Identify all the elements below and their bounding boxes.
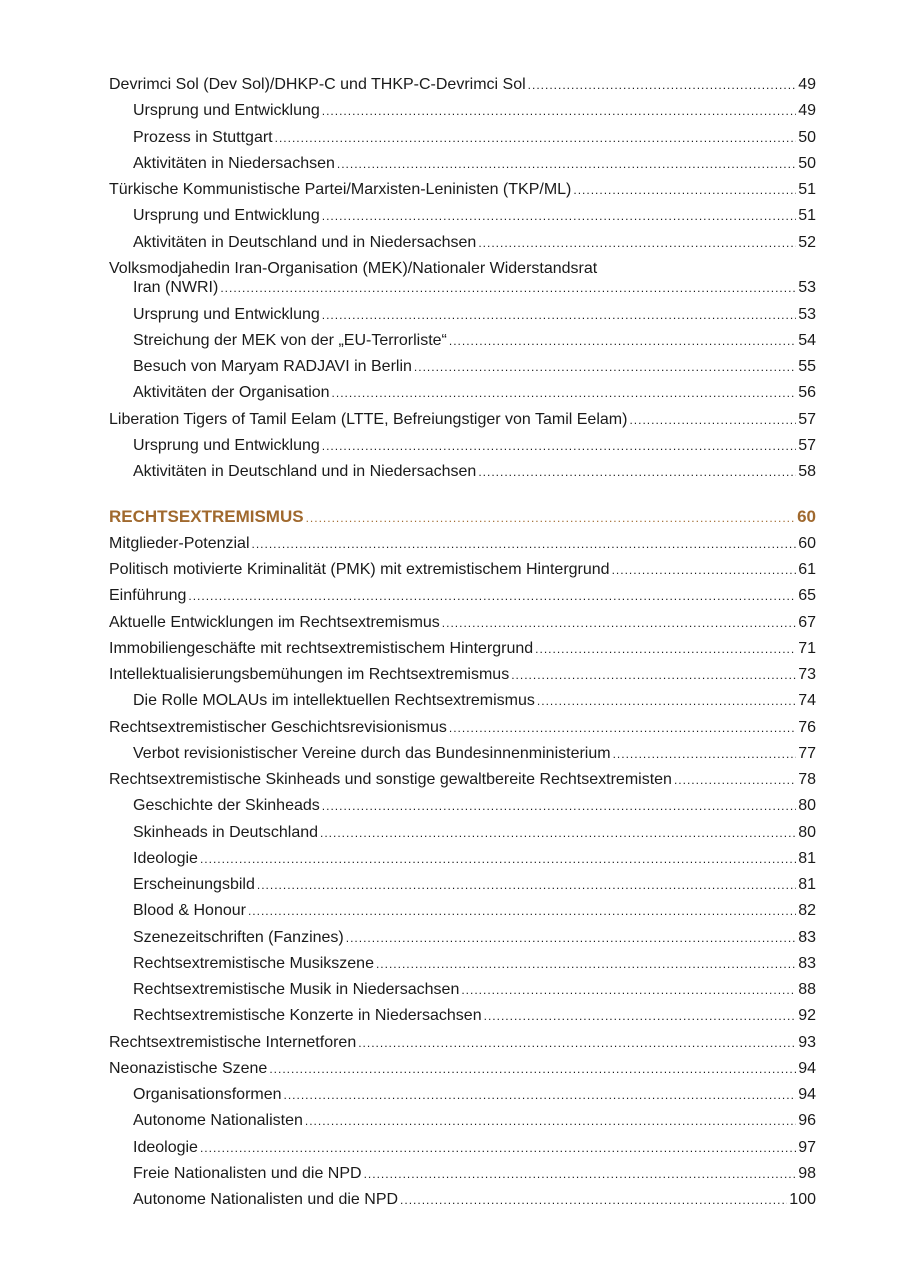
toc-page-number: 54 xyxy=(798,331,816,349)
toc-entry-title: Immobiliengeschäfte mit rechtsextremistischem Hintergrund xyxy=(109,639,534,657)
toc-entry-title: Aktivitäten in Niedersachsen xyxy=(133,154,335,172)
toc-entry-title: Blood & Honour xyxy=(133,902,246,920)
toc-entry[interactable] xyxy=(109,951,816,977)
dot-leader xyxy=(332,380,797,406)
dot-leader xyxy=(442,610,796,636)
dot-leader xyxy=(414,354,796,380)
toc-entry-title: Liberation Tigers of Tamil Eelam (LTTE, Befreiungstiger von Tamil Eelam) xyxy=(109,410,628,428)
toc-entry-title: Autonome Nationalisten und die NPD xyxy=(133,1191,399,1208)
toc-entry-title: Rechtsextremistischer Geschichtsrevisionismus xyxy=(109,718,447,736)
toc-entry[interactable] xyxy=(109,1056,816,1082)
toc-entry-title: Rechtsextremistische Skinheads und sonstige gewaltbereite Rechtsextremisten xyxy=(109,771,672,788)
toc-entry[interactable] xyxy=(109,977,816,1003)
toc-entry-title: Devrimci Sol (Dev Sol)/DHKP-C und THKP-C-Devrimci Sol xyxy=(109,76,526,93)
toc-entry-title: Verbot revisionistischer Vereine durch das Bundesinnenministerium xyxy=(133,744,611,762)
toc-entry[interactable] xyxy=(109,125,816,151)
dot-leader xyxy=(322,302,796,328)
toc-entry-title: Autonome Nationalisten xyxy=(133,1112,303,1130)
toc-entry[interactable] xyxy=(109,688,816,714)
dot-leader xyxy=(269,1056,796,1082)
toc-page-number: 97 xyxy=(798,1138,816,1156)
toc-page-number: 98 xyxy=(798,1164,816,1182)
toc-entry[interactable] xyxy=(109,1082,816,1108)
toc-entry[interactable] xyxy=(109,380,816,406)
dot-leader xyxy=(674,767,796,793)
toc-page-number: 61 xyxy=(798,561,816,578)
toc-entry[interactable] xyxy=(109,72,816,98)
toc-page-number: 51 xyxy=(798,181,816,198)
dot-leader xyxy=(535,636,796,662)
dot-leader xyxy=(188,583,796,609)
toc-entry-title: Die Rolle MOLAUs im intellektuellen Rechtsextremismus xyxy=(133,692,535,710)
toc-entry[interactable] xyxy=(109,275,816,301)
dot-leader xyxy=(306,505,796,531)
toc-entry[interactable] xyxy=(109,1030,816,1056)
toc-entry[interactable] xyxy=(109,151,816,177)
toc-page-number: 83 xyxy=(798,954,816,972)
dot-leader xyxy=(320,820,796,846)
toc-entry-title: Ursprung und Entwicklung xyxy=(133,436,320,454)
toc-entry-title-line: Volksmodjahedin Iran-Organisation (MEK)/Nationaler Widerstandsrat xyxy=(109,259,598,277)
toc-page-number: 50 xyxy=(798,154,816,172)
toc-entry[interactable] xyxy=(109,662,816,688)
toc-entry[interactable] xyxy=(109,1161,816,1187)
toc-section-heading[interactable] xyxy=(109,504,816,531)
dot-leader xyxy=(376,951,796,977)
toc-entry-title: Freie Nationalisten und die NPD xyxy=(133,1164,362,1182)
toc-page-number: 73 xyxy=(798,666,816,683)
dot-leader xyxy=(220,275,796,301)
dot-leader xyxy=(528,72,797,98)
toc-page-number: 71 xyxy=(798,639,816,657)
dot-leader xyxy=(613,741,797,767)
toc-entry[interactable] xyxy=(109,459,816,485)
toc-entry[interactable] xyxy=(109,583,816,609)
toc-page-number: 53 xyxy=(798,305,816,323)
toc-page-number: 57 xyxy=(798,436,816,454)
toc-entry[interactable] xyxy=(109,1003,816,1029)
toc-entry[interactable] xyxy=(109,98,816,124)
toc-entry-title: Erscheinungsbild xyxy=(133,876,255,893)
toc-entry-title: Rechtsextremistische Musik in Niedersachsen xyxy=(133,981,460,998)
toc-page-number: 81 xyxy=(798,849,816,867)
dot-leader xyxy=(257,872,796,898)
toc-entry-title: Ursprung und Entwicklung xyxy=(133,102,320,120)
toc-entry-title: Aktivitäten in Deutschland und in Niedersachsen xyxy=(133,463,477,480)
toc-entry-title: Iran (NWRI) xyxy=(133,279,219,297)
toc-entry[interactable] xyxy=(109,898,816,924)
toc-page-number: 60 xyxy=(797,506,816,526)
toc-entry[interactable] xyxy=(109,767,816,793)
toc-page-number: 67 xyxy=(798,613,816,631)
dot-leader xyxy=(400,1187,787,1213)
toc-entry[interactable] xyxy=(109,433,816,459)
toc-page-number: 52 xyxy=(798,233,816,251)
toc-page-number: 94 xyxy=(798,1059,816,1077)
toc-page-number: 76 xyxy=(798,718,816,736)
toc-page-number: 65 xyxy=(798,587,816,605)
toc-entry-title: Ideologie xyxy=(133,1138,198,1156)
dot-leader xyxy=(478,230,796,256)
dot-leader xyxy=(358,1030,796,1056)
dot-leader xyxy=(337,151,796,177)
dot-leader xyxy=(612,557,797,583)
toc-entry-title: Intellektualisierungsbemühungen im Rechtsextremismus xyxy=(109,666,510,683)
toc-page-number: 53 xyxy=(798,279,816,297)
toc-entry[interactable] xyxy=(109,741,816,767)
dot-leader xyxy=(322,203,796,229)
toc-entry-title: Szenezeitschriften (Fanzines) xyxy=(133,928,344,946)
toc-entry[interactable] xyxy=(109,793,816,819)
toc-page-number: 55 xyxy=(798,358,816,375)
dot-leader xyxy=(200,1135,796,1161)
toc-page-number: 49 xyxy=(798,76,816,93)
dot-leader xyxy=(478,459,796,485)
toc-page-number: 77 xyxy=(798,744,816,762)
toc-entry-title: Aktuelle Entwicklungen im Rechtsextremismus xyxy=(109,613,440,631)
dot-leader xyxy=(461,977,796,1003)
dot-leader xyxy=(322,793,796,819)
toc-entry-title: Rechtsextremistische Internetforen xyxy=(109,1033,357,1051)
dot-leader xyxy=(322,433,796,459)
toc-entry[interactable] xyxy=(109,302,816,328)
toc-entry[interactable] xyxy=(109,715,816,741)
toc-page-number: 58 xyxy=(798,463,816,480)
toc-entry[interactable] xyxy=(109,872,816,898)
toc-entry-title: Streichung der MEK von der „EU-Terrorliste“ xyxy=(133,331,447,349)
toc-entry-title: Neonazistische Szene xyxy=(109,1059,268,1077)
toc-entry[interactable] xyxy=(109,328,816,354)
toc-entry[interactable] xyxy=(109,407,816,433)
toc-entry-title: Prozess in Stuttgart xyxy=(133,128,273,146)
toc-entry[interactable] xyxy=(109,846,816,872)
toc-entry[interactable] xyxy=(109,820,816,846)
toc-page-number: 93 xyxy=(798,1033,816,1051)
toc-entry-title: Türkische Kommunistische Partei/Marxisten-Leninisten (TKP/ML) xyxy=(109,181,572,198)
dot-leader xyxy=(248,898,796,924)
toc-entry-title: Ursprung und Entwicklung xyxy=(133,305,320,323)
toc-entry-title: RECHTSEXTREMISMUS xyxy=(109,506,304,526)
toc-entry-title: Rechtsextremistische Konzerte in Niedersachsen xyxy=(133,1007,482,1025)
toc-entry[interactable] xyxy=(109,177,816,203)
dot-leader xyxy=(284,1082,797,1108)
toc-entry-title: Aktivitäten der Organisation xyxy=(133,384,330,402)
toc-page-number: 60 xyxy=(798,534,816,552)
dot-leader xyxy=(537,688,796,714)
toc-page-number: 94 xyxy=(798,1086,816,1103)
dot-leader xyxy=(629,407,796,433)
toc-entry[interactable] xyxy=(109,1135,816,1161)
dot-leader xyxy=(346,925,796,951)
toc-entry-title: Ideologie xyxy=(133,849,198,867)
toc-page-number: 80 xyxy=(798,797,816,815)
dot-leader xyxy=(275,125,797,151)
toc-entry[interactable] xyxy=(109,354,816,380)
toc-entry-title: Skinheads in Deutschland xyxy=(133,823,319,841)
toc-entry-title: Ursprung und Entwicklung xyxy=(133,207,320,225)
toc-page-number: 57 xyxy=(798,410,816,428)
toc-entry-title: Organisationsformen xyxy=(133,1086,282,1103)
toc-page-number: 82 xyxy=(798,902,816,920)
toc-entry[interactable] xyxy=(109,203,816,229)
toc-entry[interactable] xyxy=(109,230,816,256)
toc-page-number: 50 xyxy=(798,128,816,146)
dot-leader xyxy=(252,531,797,557)
toc-page-number: 78 xyxy=(798,771,816,788)
toc-entry[interactable] xyxy=(109,531,816,557)
dot-leader xyxy=(449,715,796,741)
toc-page-number: 80 xyxy=(798,823,816,841)
dot-leader xyxy=(364,1161,797,1187)
dot-leader xyxy=(305,1108,796,1134)
dot-leader xyxy=(484,1003,797,1029)
toc-entry-title: Rechtsextremistische Musikszene xyxy=(133,954,374,972)
toc-page-number: 49 xyxy=(798,102,816,120)
toc-entry[interactable] xyxy=(109,1108,816,1134)
toc-entry-title: Besuch von Maryam RADJAVI in Berlin xyxy=(133,358,412,375)
toc-entry[interactable] xyxy=(109,1187,816,1213)
toc-entry[interactable] xyxy=(109,557,816,583)
toc-page-number: 51 xyxy=(798,207,816,225)
toc-page-number: 88 xyxy=(798,981,816,998)
dot-leader xyxy=(200,846,796,872)
dot-leader xyxy=(511,662,796,688)
toc-page-number: 92 xyxy=(798,1007,816,1025)
toc-entry-title: Geschichte der Skinheads xyxy=(133,797,320,815)
dot-leader xyxy=(322,98,796,124)
toc-page-number: 81 xyxy=(798,876,816,893)
toc-entry-title: Mitglieder-Potenzial xyxy=(109,534,250,552)
toc-entry-title: Politisch motivierte Kriminalität (PMK) mit extremistischem Hintergrund xyxy=(109,561,610,578)
dot-leader xyxy=(449,328,796,354)
toc-entry-title: Einführung xyxy=(109,587,187,605)
dot-leader xyxy=(573,177,796,203)
toc-page-number: 74 xyxy=(798,692,816,710)
toc-page-number: 83 xyxy=(798,928,816,946)
table-of-contents xyxy=(109,72,816,1213)
toc-entry[interactable] xyxy=(109,925,816,951)
toc-entry[interactable] xyxy=(109,610,816,636)
toc-page-number: 56 xyxy=(798,384,816,402)
toc-entry-title: Aktivitäten in Deutschland und in Niedersachsen xyxy=(133,233,477,251)
toc-entry[interactable] xyxy=(109,636,816,662)
toc-page-number: 100 xyxy=(789,1191,816,1208)
toc-page-number: 96 xyxy=(798,1112,816,1130)
